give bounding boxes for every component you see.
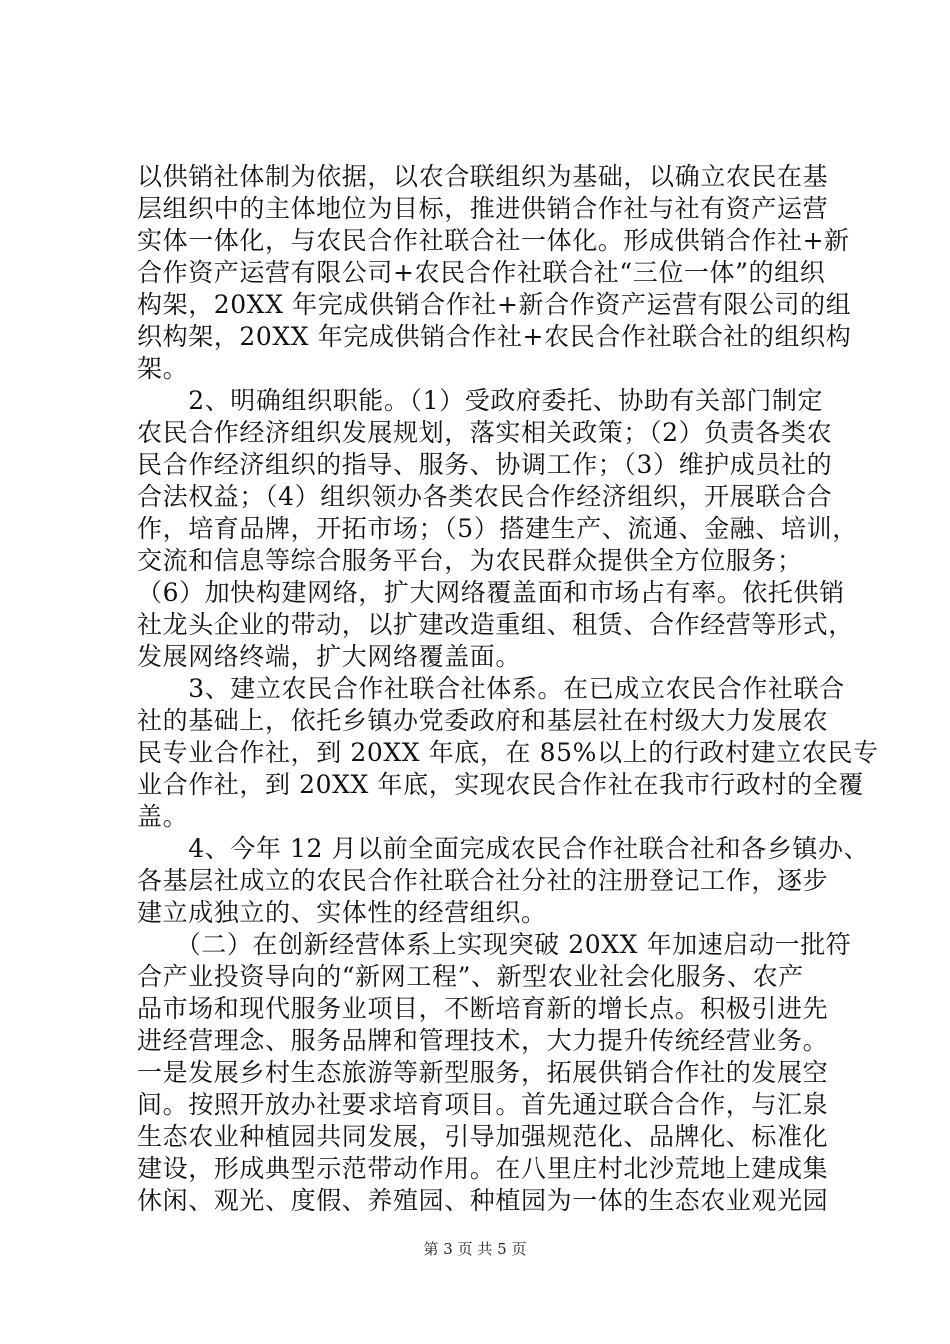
text-line: 生态农业种植园共同发展，引导加强规范化、品牌化、标准化 xyxy=(137,1122,829,1151)
text-line: 民专业合作社，到 20XX 年底，在 85%以上的行政村建立农民专 xyxy=(137,738,879,767)
text-line: 品市场和现代服务业项目，不断培育新的增长点。积极引进先 xyxy=(137,994,829,1023)
text-line: 作，培育品牌，开拓市场；（5）搭建生产、流通、金融、培训， xyxy=(137,514,858,543)
text-line: 进经营理念、服务品牌和管理技术，大力提升传统经营业务。 xyxy=(137,1026,829,1055)
text-line: 4、今年 12 月以前全面完成农民合作社联合社和各乡镇办、 xyxy=(137,834,870,863)
text-line: 3、建立农民合作社联合社体系。在已成立农民合作社联合 xyxy=(137,674,845,703)
text-line: 发展网络终端，扩大网络覆盖面。 xyxy=(137,642,522,671)
text-line: 社的基础上，依托乡镇办党委政府和基层社在村级大力发展农 xyxy=(137,706,829,735)
text-line: 合法权益；（4）组织领办各类农民合作经济组织，开展联合合 xyxy=(137,482,833,511)
text-line: 社龙头企业的带动，以扩建改造重组、租赁、合作经营等形式， xyxy=(137,610,854,639)
text-line: 一是发展乡村生态旅游等新型服务，拓展供销合作社的发展空 xyxy=(137,1058,829,1087)
text-line: 合作资产运营有限公司+农民合作社联合社“三位一体”的组织 xyxy=(137,258,826,287)
text-line: 农民合作经济组织发展规划，落实相关政策；（2）负责各类农 xyxy=(137,418,833,447)
text-line: 民合作经济组织的指导、服务、协调工作；（3）维护成员社的 xyxy=(137,450,833,479)
text-line: 建立成独立的、实体性的经营组织。 xyxy=(137,898,547,927)
text-line: 盖。 xyxy=(137,802,189,831)
text-line: （二）在创新经营体系上实现突破 20XX 年加速启动一批符 xyxy=(137,930,852,959)
text-line: 织构架，20XX 年完成供销合作社+农民合作社联合社的组织构 xyxy=(137,322,852,351)
text-line: 构架，20XX 年完成供销合作社+新合作资产运营有限公司的组 xyxy=(137,290,852,319)
text-line: 建设，形成典型示范带动作用。在八里庄村北沙荒地上建成集 xyxy=(137,1154,829,1183)
text-line: 2、明确组织职能。（1）受政府委托、协助有关部门制定 xyxy=(137,386,824,415)
text-line: 各基层社成立的农民合作社联合社分社的注册登记工作，逐步 xyxy=(137,866,829,895)
text-line: 层组织中的主体地位为目标，推进供销合作社与社有资产运营 xyxy=(137,194,829,223)
text-line: （6）加快构建网络，扩大网络覆盖面和市场占有率。依托供销 xyxy=(137,578,845,607)
text-line: 实体一体化，与农民合作社联合社一体化。形成供销合作社+新 xyxy=(137,226,850,255)
text-line: 架。 xyxy=(137,354,189,383)
text-line: 合产业投资导向的“新网工程”、新型农业社会化服务、农产 xyxy=(137,962,804,991)
text-line: 休闲、观光、度假、养殖园、种植园为一体的生态农业观光园 xyxy=(137,1186,829,1215)
text-line: 以供销社体制为依据，以农合联组织为基础，以确立农民在基 xyxy=(137,162,829,191)
text-line: 交流和信息等综合服务平台，为农民群众提供全方位服务； xyxy=(137,546,803,575)
page-number-footer: 第 3 页 共 5 页 xyxy=(423,1240,527,1258)
text-line: 间。按照开放办社要求培育项目。首先通过联合合作，与汇泉 xyxy=(137,1090,829,1119)
text-line: 业合作社，到 20XX 年底，实现农民合作社在我市行政村的全覆 xyxy=(137,770,864,799)
